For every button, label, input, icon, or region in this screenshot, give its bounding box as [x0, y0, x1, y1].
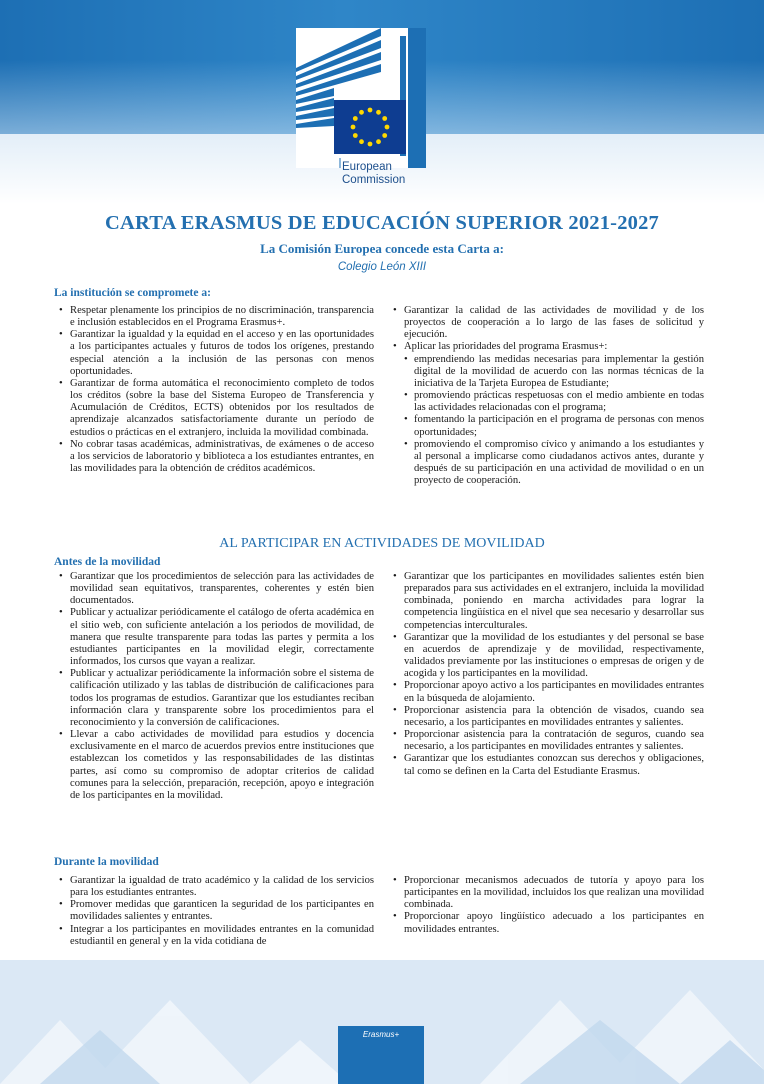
mobility-heading: AL PARTICIPAR EN ACTIVIDADES DE MOVILIDAD: [219, 536, 545, 551]
before-right-column: [388, 571, 704, 778]
eu-flag-icon: [334, 100, 406, 154]
sub-list-item: • emprendiendo las medidas necesarias para implementar la gestión digital de la movilidad de acuerdo con las normas técnicas de la iniciativa de la Tarjeta Europea de Estudiante;: [388, 354, 704, 390]
erasmus-plus-tab: [338, 1026, 424, 1084]
european-commission-logo: [296, 28, 426, 186]
list-item: • Garantizar que los estudiantes conozcan sus derechos y obligaciones, tal como se definen en la Carta del Estudiante Erasmus.: [388, 753, 704, 777]
list-item: • Proporcionar mecanismos adecuados de tutoría y apoyo para los participantes en la movilidad, incluidos los que realizan una movilidad combinada.: [388, 875, 704, 911]
list-item: • No cobrar tasas académicas, administrativas, de exámenes o de acceso a los servicios de laboratorio y biblioteca a los estudiantes entrantes, en las movilidades para la obtención de créditos académicos.: [54, 439, 374, 475]
list-item: • Publicar y actualizar periódicamente el catálogo de oferta académica en el sitio web, con suficiente antelación a los periodos de movilidad, de manera que resulte transparente para todas las partes y permita a los estudiantes participantes en la movilidad elegir, correctamente informados, los cursos que vayan a realizar.: [54, 607, 374, 668]
list-item: • Integrar a los participantes en movilidades entrantes en la comunidad estudiantil en general y en la vida cotidiana de: [54, 924, 374, 948]
during-right-column: [388, 875, 704, 936]
logo-text-line2: Commission: [342, 174, 406, 186]
logo-text-line1: European: [342, 161, 392, 173]
list-item: • Publicar y actualizar periódicamente la información sobre el sistema de calificación utilizado y las tablas de distribución de calificaciones para todos los programas de estudios. Garantizar que los estudiantes reciban información clara y transparente sobre los procedimientos para el reconocimiento y la conversión de calificaciones.: [54, 668, 374, 729]
list-item: • Garantizar que la movilidad de los estudiantes y del personal se base en acuerdos de aprendizaje y de movilidad, respectivamente, validados previamente por las instituciones o empresas de origen y de acogida y los participantes en la movilidad.: [388, 632, 704, 681]
during-mobility-heading: Durante la movilidad: [54, 856, 159, 868]
list-item: • Aplicar las prioridades del programa Erasmus+:: [388, 341, 704, 353]
list-item: • Proporcionar asistencia para la obtención de visados, cuando sea necesario, a los participantes en movilidades entrantes y salientes.: [388, 705, 704, 729]
list-item: • Garantizar que los procedimientos de selección para las actividades de movilidad sean equitativos, transparentes, coherentes y estén bien documentados.: [54, 571, 374, 607]
before-left-column: [54, 571, 374, 802]
sub-list-item: • promoviendo el compromiso cívico y animando a los estudiantes y al personal a implicarse como ciudadanos activos antes, durante y después de su participación en una actividad de movilidad o en un proyecto de cooperación.: [388, 439, 704, 488]
list-item: • Proporcionar asistencia para la contratación de seguros, cuando sea necesario, a los participantes en movilidades entrantes y salientes.: [388, 729, 704, 753]
list-item: • Garantizar que los participantes en movilidades salientes estén bien preparados para sus actividades en el extranjero, incluida la movilidad combinada, poniendo en marcha actividades para lograr la competencia lingüística en el nivel que sea necesario y desarrollar sus competencias interculturales.: [388, 571, 704, 632]
list-item: • Llevar a cabo actividades de movilidad para estudios y docencia exclusivamente en el marco de acuerdos previos entre instituciones que establezcan los cometidos y las responsabilidades de las distintas partes, así como su compromiso de adoptar criterios de calidad comunes para la selección, preparación, recepción, apoyo e integración de los participantes en la movilidad.: [54, 729, 374, 802]
list-item: • Garantizar la igualdad y la equidad en el acceso y en las oportunidades a los participantes actuales y futuros de todos los orígenes, prestando especial atención a la inclusión de las personas con menos oportunidades.: [54, 329, 374, 378]
page-subtitle: La Comisión Europea concede esta Carta a:: [260, 241, 504, 256]
during-left-column: [54, 875, 374, 948]
commitments-left-column: [54, 305, 374, 475]
logo-wordmark: [342, 161, 405, 187]
list-item: • Garantizar de forma automática el reconocimiento completo de todos los créditos (sobre la base del Sistema Europeo de Transferencia y Acumulación de Créditos, ECTS) obtenidos por los resultados de aprendizaje alcanzados satisfactoriamente durante un período de estudios o prácticas en el extranjero, incluida la movilidad combinada.: [54, 378, 374, 439]
list-item: • Promover medidas que garanticen la seguridad de los participantes en movilidades salientes y entrantes.: [54, 899, 374, 923]
sub-list-item: • promoviendo prácticas respetuosas con el medio ambiente en todas las actividades relacionadas con el programa;: [388, 390, 704, 414]
list-item: • Respetar plenamente los principios de no discriminación, transparencia e inclusión establecidos en el Programa Erasmus+.: [54, 305, 374, 329]
erasmus-plus-label: Erasmus+: [362, 1030, 400, 1039]
charter-holder: Colegio León XIII: [337, 261, 427, 273]
sub-list-item: • fomentando la participación en el programa de personas con menos oportunidades;: [388, 414, 704, 438]
page-title: CARTA ERASMUS DE EDUCACIÓN SUPERIOR 2021-2027: [104, 212, 660, 234]
list-item: • Proporcionar apoyo lingüístico adecuado a los participantes en movilidades entrantes.: [388, 911, 704, 935]
commitments-right-column: [388, 305, 704, 487]
before-mobility-heading: Antes de la movilidad: [54, 556, 161, 568]
commitments-heading: La institución se compromete a:: [54, 287, 211, 299]
list-item: • Garantizar la calidad de las actividades de movilidad y de los proyectos de cooperación a lo largo de las fases de solicitud y ejecución.: [388, 305, 704, 341]
list-item: • Proporcionar apoyo activo a los participantes en movilidades entrantes en la búsqueda de alojamiento.: [388, 680, 704, 704]
list-item: • Garantizar la igualdad de trato académico y la calidad de los servicios para los estudiantes entrantes.: [54, 875, 374, 899]
